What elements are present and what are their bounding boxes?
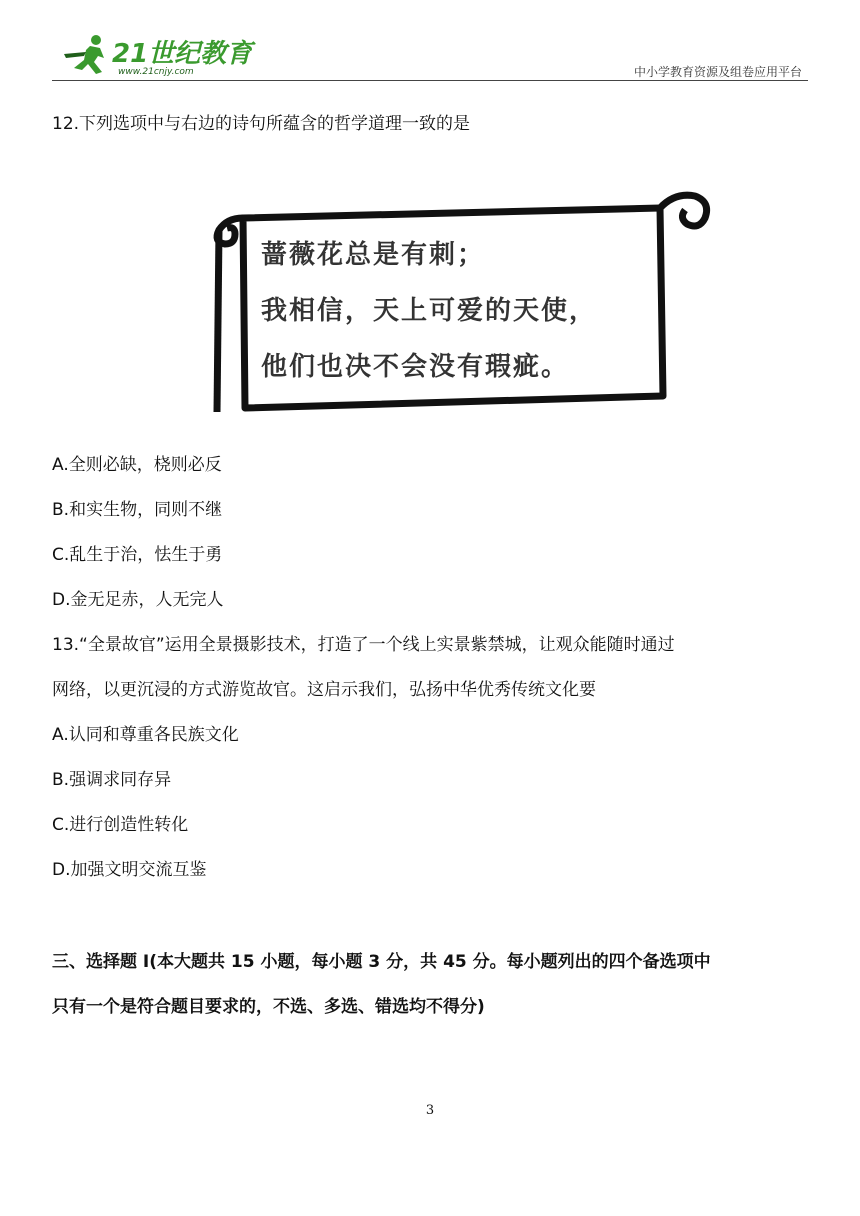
section3-line1: 三、选择题 I(本大题共 15 小题，每小题 3 分，共 45 分。每小题列出的四个备选项中 — [52, 952, 711, 972]
q13-option-d: D.加强文明交流互鉴 — [52, 860, 207, 880]
q12-stem: 12.下列选项中与右边的诗句所蕴含的哲学道理一致的是 — [52, 114, 471, 134]
q12-option-c: C.乱生于治，怯生于勇 — [52, 545, 223, 565]
runner-icon — [64, 35, 104, 74]
poem-line-2: 我相信，天上可爱的天使， — [261, 296, 598, 326]
logo — [60, 32, 300, 76]
q13-stem-line1: 13.“全景故官”运用全景摄影技术，打造了一个线上实景紫禁城，让观众能随时通过 — [52, 635, 675, 655]
poem-line-3: 他们也决不会没有瑕疵。 — [261, 352, 570, 382]
q13-option-a: A.认同和尊重各民族文化 — [52, 725, 239, 745]
section3-line2: 只有一个是符合题目要求的，不选、多选、错选均不得分) — [52, 997, 485, 1017]
logo-url-text: www.21cnjy.com — [118, 67, 194, 76]
q13-stem-line2: 网络，以更沉浸的方式游览故官。这启示我们，弘扬中华优秀传统文化要 — [52, 680, 596, 700]
page-header — [52, 30, 808, 78]
q13-option-b: B.强调求同存异 — [52, 770, 172, 790]
poem-scroll — [205, 178, 725, 418]
q13-option-c: C.进行创造性转化 — [52, 815, 189, 835]
header-divider — [52, 80, 808, 81]
page-number: 3 — [425, 1103, 435, 1118]
q12-option-a: A.全则必缺，桡则必反 — [52, 455, 222, 475]
logo-main-text: 21世纪教育 — [112, 39, 253, 69]
q12-option-d: D.金无足赤，人无完人 — [52, 590, 224, 610]
platform-name: 中小学教育资源及组卷应用平台 — [633, 65, 802, 79]
q12-option-b: B.和实生物，同则不继 — [52, 500, 223, 520]
poem-line-1: 蔷薇花总是有刺； — [261, 240, 486, 270]
